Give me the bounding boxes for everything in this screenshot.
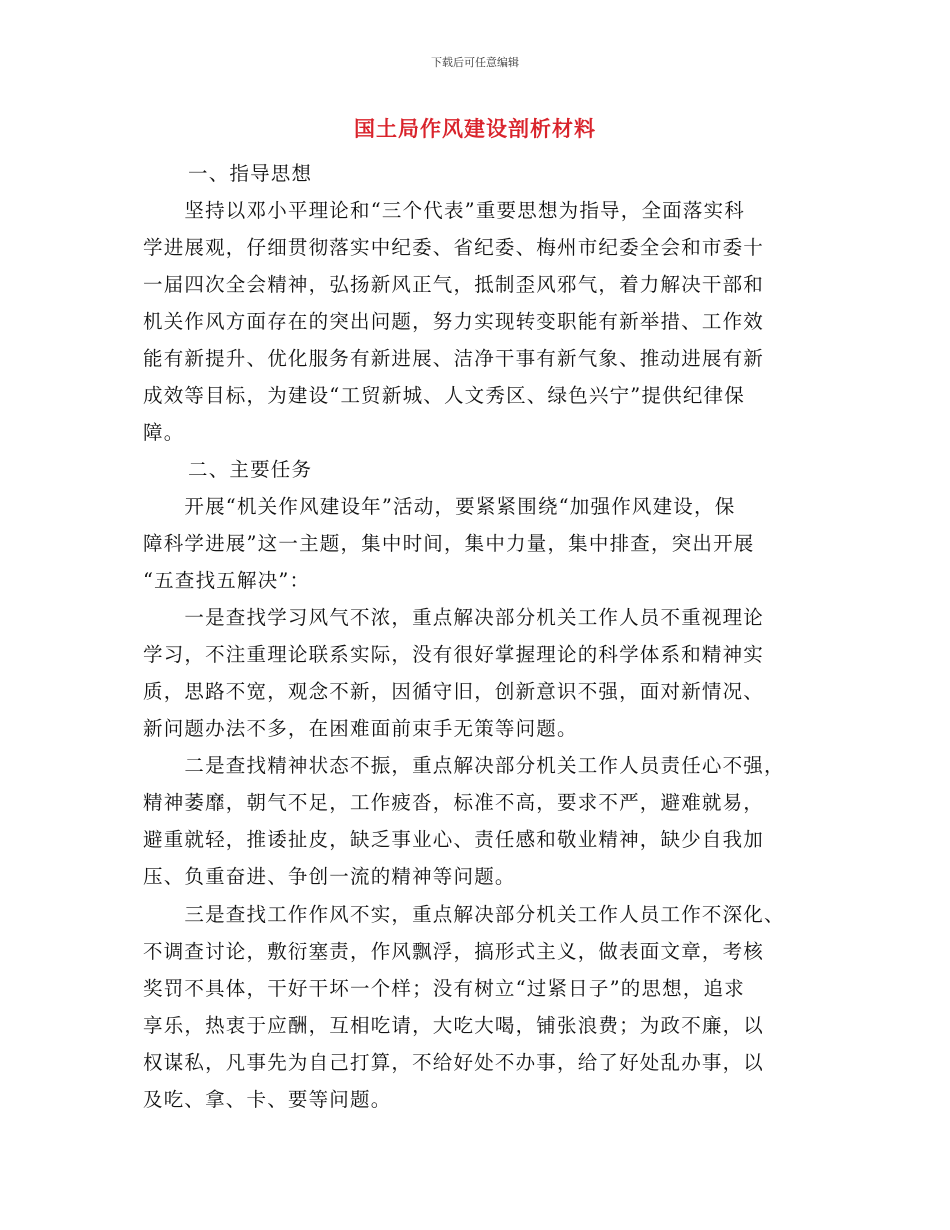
text-line: 开展“机关作风建设年”活动，要紧紧围绕“加强作风建设，保 bbox=[143, 495, 736, 518]
text-line: 质，思路不宽，观念不新，因循守旧，创新意识不强，面对新情况、 bbox=[143, 680, 765, 703]
header-note: 下载后可任意编辑 bbox=[431, 56, 519, 69]
text-line: 成效等目标，为建设“工贸新城、人文秀区、绿色兴宁”提供纪律保 bbox=[143, 384, 745, 407]
text-line: 奖罚不具体，干好干坏一个样；没有树立“过紧日子”的思想，追求 bbox=[143, 977, 745, 1000]
text-line: 障科学进展”这一主题，集中时间，集中力量，集中排查，突出开展 bbox=[143, 532, 755, 555]
text-line: 三是查找工作作风不实，重点解决部分机关工作人员工作不深化、 bbox=[143, 903, 785, 926]
text-line: “五查找五解决”： bbox=[143, 569, 311, 592]
text-line: 坚持以邓小平理论和“三个代表”重要思想为指导，全面落实科 bbox=[143, 199, 745, 222]
text-line: 不调查讨论，敷衍塞责，作风飘浮，搞形式主义，做表面文章，考核 bbox=[143, 940, 765, 963]
section-heading-guiding-ideology: 一、指导思想 bbox=[188, 162, 313, 185]
text-line: 避重就轻，推诿扯皮，缺乏事业心、责任感和敬业精神，缺少自我加 bbox=[143, 828, 765, 851]
text-line: 精神萎靡，朝气不足，工作疲沓，标准不高，要求不严，避难就易， bbox=[143, 791, 765, 814]
text-line: 障。 bbox=[143, 421, 185, 444]
text-line: 学习，不注重理论联系实际，没有很好掌握理论的科学体系和精神实 bbox=[143, 643, 765, 666]
text-line: 一是查找学习风气不浓，重点解决部分机关工作人员不重视理论 bbox=[143, 606, 765, 629]
text-line: 学进展观，仔细贯彻落实中纪委、省纪委、梅州市纪委全会和市委十 bbox=[143, 236, 765, 259]
text-line: 机关作风方面存在的突出问题，努力实现转变职能有新举措、工作效 bbox=[143, 310, 765, 333]
document-title: 国土局作风建设剖析材料 bbox=[354, 116, 596, 141]
text-line: 能有新提升、优化服务有新进展、洁净干事有新气象、推动进展有新 bbox=[143, 347, 765, 370]
text-line: 二是查找精神状态不振，重点解决部分机关工作人员责任心不强， bbox=[143, 754, 785, 777]
text-line: 新问题办法不多，在困难面前束手无策等问题。 bbox=[143, 717, 578, 740]
text-line: 及吃、拿、卡、要等问题。 bbox=[143, 1088, 392, 1111]
text-line: 压、负重奋进、争创一流的精神等问题。 bbox=[143, 865, 516, 888]
section-heading-main-tasks: 二、主要任务 bbox=[188, 458, 313, 481]
text-line: 一届四次全会精神，弘扬新风正气，抵制歪风邪气，着力解决干部和 bbox=[143, 273, 765, 296]
text-line: 享乐，热衷于应酬，互相吃请，大吃大喝，铺张浪费；为政不廉，以 bbox=[143, 1014, 765, 1037]
text-line: 权谋私，凡事先为自己打算，不给好处不办事，给了好处乱办事，以 bbox=[143, 1051, 765, 1074]
